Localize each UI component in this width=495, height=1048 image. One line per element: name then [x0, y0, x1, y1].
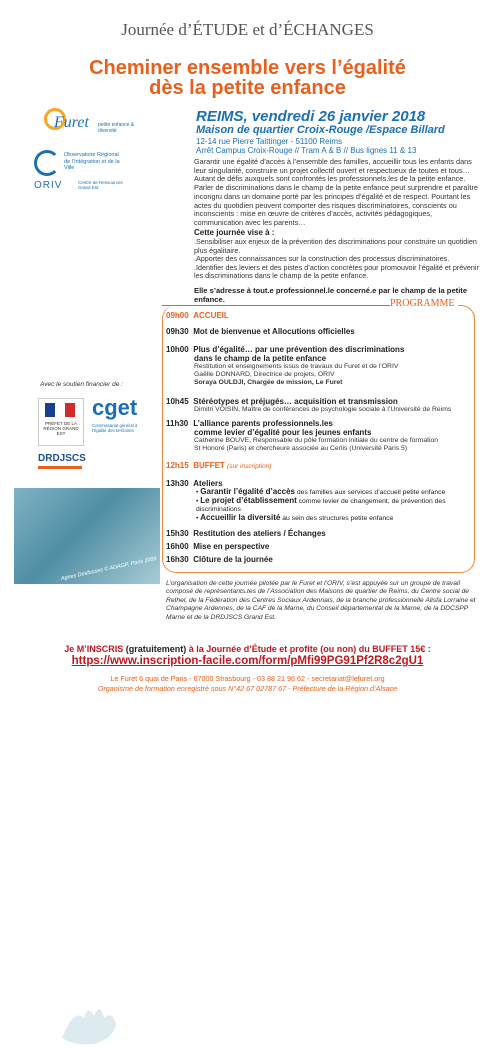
session-title: Plus d’égalité… par une prévention des discriminations — [193, 345, 405, 354]
session-time: 10h45 — [166, 397, 189, 406]
session-detail: Gaëlle DONNARD, Directrice de projets, ORIV — [194, 371, 335, 378]
session-detail: Catherine BOUVE, Responsable du pôle formation initiale du centre de formation — [194, 437, 439, 444]
session-detail: Soraya OULDJI, Chargée de mission, Le Furet — [194, 379, 343, 386]
oriv-logo-word: ORIV — [34, 180, 63, 191]
oriv-swirl-icon — [34, 150, 60, 176]
register-free: (gratuitement) — [123, 644, 189, 654]
session-item — [166, 555, 466, 564]
intro-text — [194, 158, 480, 228]
cget-logo-sub: Commissariat général à l’égalité des territoires — [92, 423, 138, 433]
photo-caption: Agnes Desfosses © ADAGP, Paris 2009 — [60, 555, 158, 583]
page-title — [0, 58, 495, 98]
session-time: 12h15 — [166, 461, 189, 470]
session-item — [166, 542, 466, 551]
prefet-logo-text: PRÉFET DE LA RÉGION GRAND EST — [43, 421, 79, 436]
session-title: Stéréotypes et préjugés… acquisition et transmission — [193, 397, 398, 406]
drdjscs-logo-word: DRDJSCS — [38, 453, 86, 464]
drdjscs-logo — [38, 453, 86, 479]
ateliers-list — [166, 488, 466, 523]
session-title: Ateliers — [193, 479, 223, 488]
furet-logo-tagline: petite enfance & diversité — [98, 122, 135, 134]
audience-text: Elle s’adresse à tout.e professionnel.le concerné.e par le champ de la petite enfance. — [194, 286, 468, 304]
oriv-logo-text: Observatoire Régional de l’Intégration et de la Ville — [64, 152, 120, 171]
session-time: 11h30 — [166, 419, 189, 428]
register-label: Je M’INSCRIS — [64, 644, 124, 654]
organisation-note: L’organisation de cette journée pilotée par le Furet et l’ORIV, s’est appuyée sur un groupe de travail composé de représentants.tes de l’Association des Maisons de quartier de Reims, du Centre social de Rethel, de la Fédération des Centres Sociaux Ardennais, de la branche professionnelle Alisfa Lorraine et Champagne Ardennes, de la CAF de la Marne, du Conseil départemental de la Marne, de la DDCSPP Marne et de la DRDJSCS Grand Est. — [166, 580, 476, 621]
footer-contact: Le Furet 6 quai de Paris - 67000 Strasbourg - 03 88 21 96 62 - secretariat@lefuret.org — [110, 674, 385, 683]
session-title-2: comme levier d’égalité pour les jeunes enfants — [194, 428, 372, 437]
atelier-item: • Accueillir la diversité au sein des structures petite enfance — [196, 513, 394, 522]
session-title: BUFFET — [193, 461, 225, 470]
intro-p1: Garantir une égalité d’accès à l’ensemble des familles, accueillir tous les enfants dans leur singularité, construire un projet collectif ouvert et respectueux de toutes et tous… — [194, 157, 472, 175]
session-item — [166, 419, 466, 453]
oriv-logo — [34, 150, 144, 194]
intro-p2: Autant de défis auxquels sont confrontés les professionnels.les de la petite enfance. — [194, 174, 466, 184]
footer-registration: Organisme de formation enregistré sous N°42 67 02787 67 - Préfecture de la Région d’Alsace — [97, 684, 398, 693]
address-line: 12-14 rue Pierre Taittinger - 51100 Reims — [196, 137, 342, 146]
session-title: Mot de bienvenue et Allocutions officielles — [193, 327, 355, 336]
title-line-2: dès la petite enfance — [149, 77, 346, 99]
cget-logo — [90, 395, 150, 443]
event-venue: Maison de quartier Croix-Rouge /Espace Billard — [196, 124, 445, 136]
session-title: Mise en perspective — [193, 542, 270, 551]
session-time: 13h30 — [166, 479, 189, 488]
aim-item: .Sensibiliser aux enjeux de la prévention des discriminations pour construire un quotidien plus égalitaire. — [194, 237, 477, 255]
prefet-logo — [38, 398, 84, 446]
furet-logo — [34, 104, 144, 140]
session-item — [166, 529, 466, 538]
title-line-1: Cheminer ensemble vers l’égalité — [89, 57, 406, 79]
event-date: REIMS, vendredi 26 janvier 2018 — [196, 108, 426, 125]
session-time: 09h30 — [166, 327, 189, 336]
drdjscs-logo-bar — [38, 466, 82, 469]
session-item — [166, 311, 466, 320]
session-time: 10h00 — [166, 345, 189, 354]
atelier-item: • Le projet d’établissement comme levier de changement, de prévention des discriminations — [196, 496, 446, 513]
registration-text — [0, 644, 495, 654]
hand-sculpture-icon — [54, 998, 124, 1048]
french-flag-icon — [45, 403, 75, 417]
session-item — [166, 461, 466, 470]
furet-logo-word: Furet — [54, 114, 89, 131]
atelier-item: • Garantir l’égalité d’accès des familles aux services d’accueil petite enfance — [196, 487, 446, 496]
session-time: 15h30 — [166, 529, 189, 538]
session-detail: St Honoré (Paris) et chercheure associée au Cerlis (Université Paris 5) — [194, 445, 408, 452]
oriv-logo-sub: Centre de Ressources Grand Est — [78, 180, 123, 190]
event-address — [196, 137, 416, 155]
session-detail: Restitution et enseignements issus de travaux du Furet et de l’ORIV — [194, 363, 399, 370]
session-note: (sur inscription) — [227, 463, 272, 470]
session-title-2: dans le champ de la petite enfance — [194, 354, 327, 363]
intro-p3: Parler de discriminations dans le champ de la petite enfance peut surprendre et paraître incongru dans un domaine porté par les principes d’égalité et de respect. Pourtant les actes du quotidien peuvent comporter des risques discriminatoires, conscients ou inconscients : mise en œuvre de critères d’accès, activités pédagogiques, communication avec les parents… — [194, 183, 478, 227]
aim-item: .Apporter des connaissances sur la construction des processus discriminatoires. — [194, 254, 450, 264]
session-time: 16h30 — [166, 555, 189, 564]
session-detail: Dimitri VOISIN, Maître de conférences de psychologie sociale à l’Université de Reims — [194, 406, 452, 413]
access-line: Arrêt Campus Croix-Rouge // Tram A & B // Bus lignes 11 & 13 — [196, 146, 417, 155]
aims-title: Cette journée vise à : — [194, 228, 275, 237]
session-title: ACCUEIL — [193, 311, 229, 320]
aim-item: .Identifier des leviers et des pistes d’action concrètes pour promouvoir l’égalité et prévenir les discriminations dans le champ de la petite enfance. — [194, 262, 479, 281]
session-time: 09h00 — [166, 311, 189, 320]
overline: Journée d’ÉTUDE et d’ÉCHANGES — [121, 20, 374, 39]
session-item — [166, 397, 466, 414]
session-item — [166, 345, 466, 387]
session-item — [166, 479, 466, 523]
register-detail: à la Journée d’Étude et profite (ou non) du BUFFET 15€ : — [188, 644, 431, 654]
session-title: Clôture de la journée — [193, 555, 273, 564]
session-item — [166, 327, 466, 336]
session-time: 16h00 — [166, 542, 189, 551]
cget-logo-word: cget — [92, 395, 138, 420]
programme-label: PROGRAMME — [390, 298, 455, 309]
aims-list — [194, 238, 484, 281]
registration-link[interactable]: https://www.inscription-facile.com/form/pMfi99PG91Pf2R8c2gU1 — [71, 655, 424, 667]
support-label: Avec le soutien financier de : — [40, 381, 123, 388]
session-title: Restitution des ateliers / Échanges — [193, 529, 326, 538]
session-title: L’alliance parents professionnels.les — [193, 419, 333, 428]
